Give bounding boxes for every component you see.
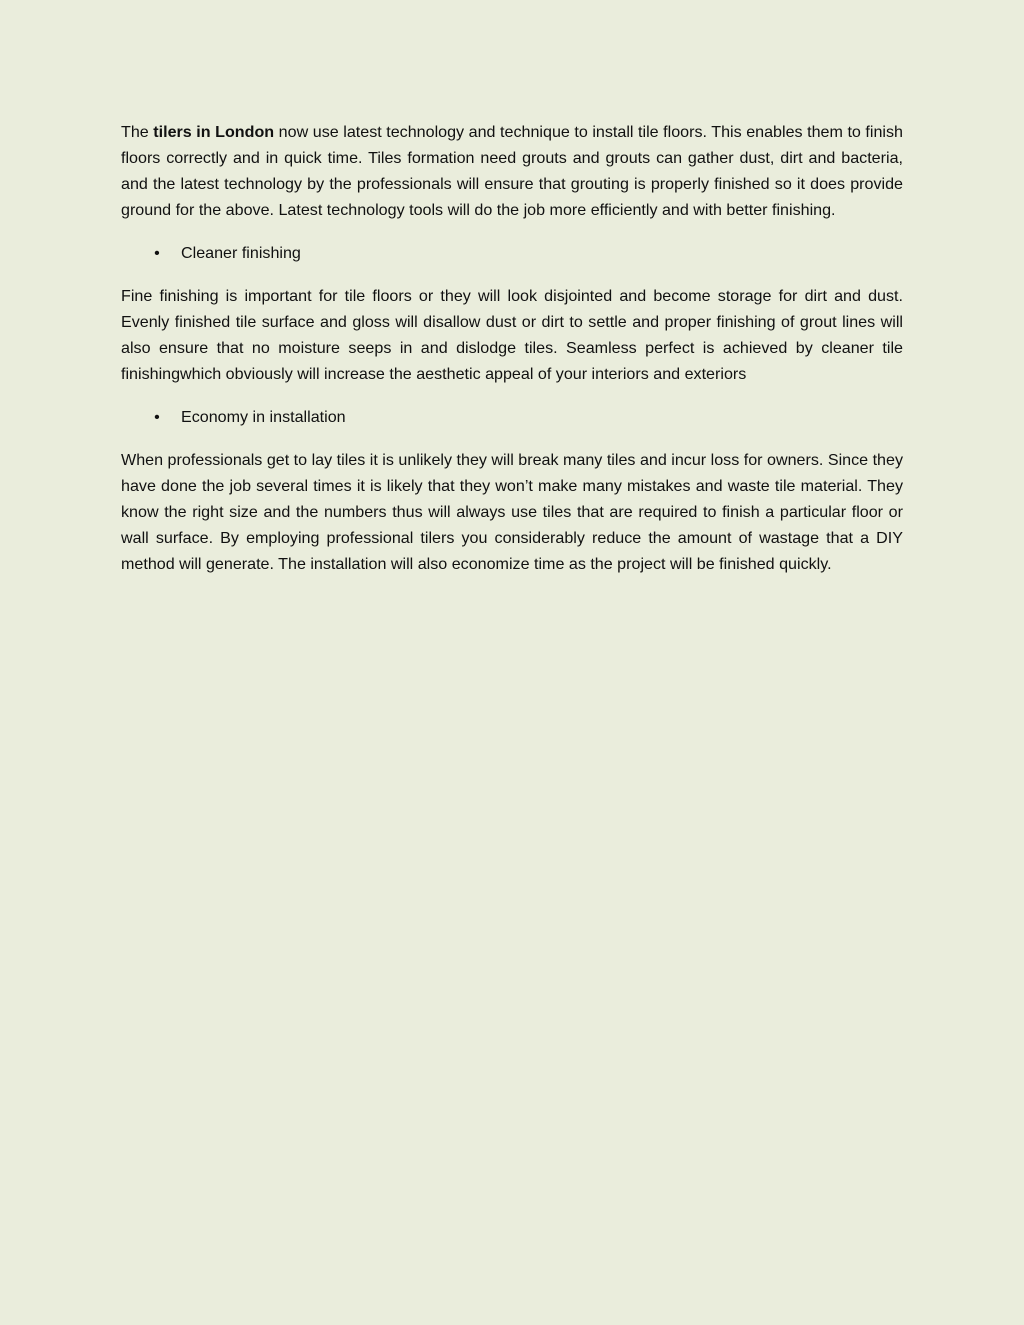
bullet-heading: Economy in installation — [181, 408, 346, 426]
economy-paragraph: When professionals get to lay tiles it is unlikely they will break many tiles and incur loss for owners. Since they have done the job several times it is likely that they won’t make many mistakes and waste tile material. They know the right size and the numbers thus will always use tiles that are required to finish a particular floor or wall surface. By employing professional tilers you considerably reduce the amount of wastage that a DIY method will generate. The installation will also economize time as the project will be finished quickly. — [121, 451, 903, 573]
bullet-icon: • — [154, 408, 160, 426]
intro-bold-text: tilers in London — [153, 123, 275, 141]
bullet-item-cleaner-finishing — [121, 240, 903, 266]
cleaner-finishing-paragraph: Fine finishing is important for tile floors or they will look disjointed and become storage for dirt and dust. Evenly finished tile surface and gloss will disallow dust or dirt to settle and proper finishing of grout lines will also ensure that no moisture seeps in and dislodge tiles. Seamless perfect is achieved by cleaner tile finishingwhich obviously will increase the aesthetic appeal of your interiors and exteriors — [121, 287, 903, 383]
bullet-list-economy — [121, 404, 903, 430]
bullet-heading: Cleaner finishing — [181, 244, 301, 262]
bullet-icon: • — [154, 244, 160, 262]
bullet-list-cleaner — [121, 240, 903, 266]
document-page — [121, 119, 903, 594]
bullet-item-economy-in-installation — [121, 404, 903, 430]
intro-lead-text: The — [121, 123, 154, 141]
intro-paragraph — [121, 119, 903, 223]
intro-rest-text: now use latest technology and technique to install tile floors. This enables them to finish floors correctly and in quick time. Tiles formation need grouts and grouts can gather dust, dirt and bacteria, and the latest technology by the professionals will ensure that grouting is properly finished so it does provide ground for the above. Latest technology tools will do the job more efficiently and with better finishing. — [121, 123, 903, 219]
